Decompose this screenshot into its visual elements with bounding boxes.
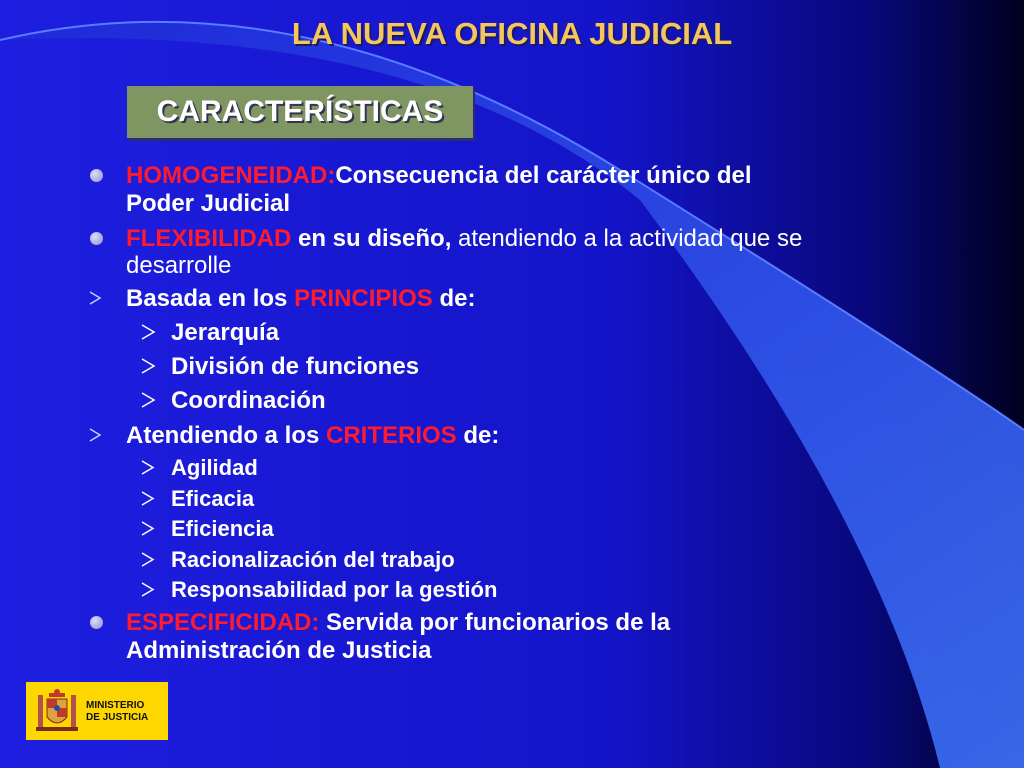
- arrow-bullet-icon: [140, 582, 155, 597]
- subtitle-box: CARACTERÍSTICAS: [127, 86, 473, 138]
- criterios-before: Atendiendo a los: [126, 422, 327, 449]
- arrow-bullet-icon: [140, 491, 155, 506]
- arrow-bullet-icon: [140, 460, 155, 475]
- homogeneidad-text: Consecuencia del carácter único del: [335, 162, 752, 189]
- principio-item: Jerarquía: [171, 319, 280, 346]
- arrow-bullet-icon: [140, 552, 155, 567]
- principios-before: Basada en los: [126, 285, 295, 312]
- criterios-keyword: CRITERIOS: [326, 422, 457, 449]
- homogeneidad-label: HOMOGENEIDAD:: [126, 162, 336, 189]
- criterio-item: Responsabilidad por la gestión: [171, 577, 498, 602]
- flexibilidad-text-bold: en su diseño,: [291, 225, 452, 252]
- criterios-after: de:: [456, 422, 500, 449]
- criterio-item: Eficacia: [171, 486, 255, 511]
- item-criterios: [126, 422, 499, 450]
- coat-of-arms-icon: [34, 687, 80, 735]
- ministerio-logo: [26, 682, 168, 740]
- item-flexibilidad: [126, 225, 802, 253]
- slide-title: LA NUEVA OFICINA JUDICIAL: [291, 16, 733, 51]
- flexibilidad-label: FLEXIBILIDAD: [126, 225, 292, 252]
- bullet-dot-icon: [90, 616, 103, 629]
- homogeneidad-text-2: Poder Judicial: [126, 190, 291, 217]
- principios-after: de:: [432, 285, 476, 312]
- bullet-dot-icon: [90, 232, 103, 245]
- arrow-bullet-icon: [140, 392, 156, 408]
- flexibilidad-text-normal: atendiendo a la actividad que se: [451, 225, 803, 252]
- logo-line-1: MINISTERIO: [86, 700, 145, 711]
- logo-line-2: DE JUSTICIA: [86, 712, 149, 723]
- criterio-item: Eficiencia: [171, 516, 274, 541]
- item-especificidad: [126, 609, 670, 637]
- bullet-dot-icon: [90, 169, 103, 182]
- arrow-bullet-icon: [88, 428, 102, 442]
- principio-item: División de funciones: [171, 353, 420, 380]
- arrow-bullet-icon: [88, 291, 102, 305]
- flexibilidad-text-2: desarrolle: [126, 252, 232, 279]
- especificidad-text: Servida por funcionarios de la: [319, 609, 671, 636]
- especificidad-label: ESPECIFICIDAD:: [126, 609, 320, 636]
- principios-keyword: PRINCIPIOS: [294, 285, 433, 312]
- arrow-bullet-icon: [140, 358, 156, 374]
- especificidad-text-2: Administración de Justicia: [126, 637, 432, 664]
- logo-text: [86, 700, 148, 724]
- arrow-bullet-icon: [140, 521, 155, 536]
- principio-item: Coordinación: [171, 387, 326, 414]
- item-homogeneidad: [126, 162, 752, 190]
- criterio-item: Agilidad: [171, 455, 258, 480]
- arrow-bullet-icon: [140, 324, 156, 340]
- item-principios: [126, 285, 475, 313]
- criterio-item: Racionalización del trabajo: [171, 547, 455, 572]
